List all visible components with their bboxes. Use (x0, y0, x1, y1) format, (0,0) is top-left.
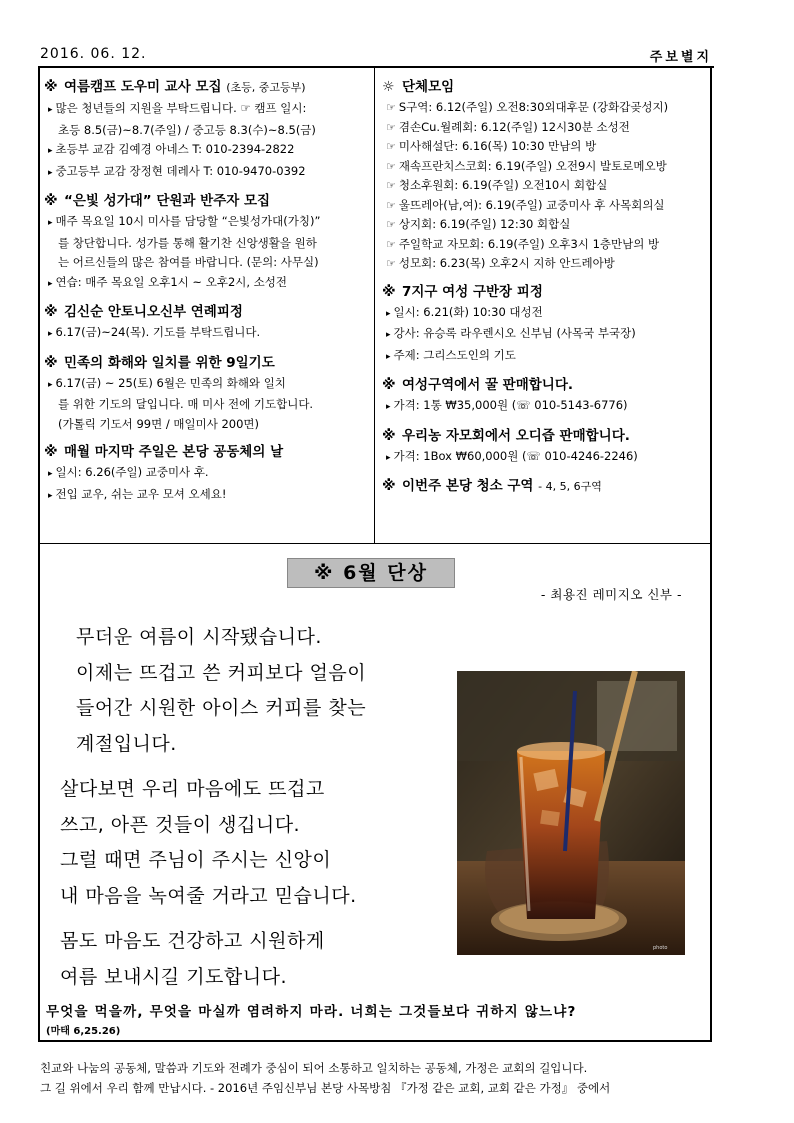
announcement-line: 는 어르신들의 많은 참여를 바랍니다. (문의: 사무실) (58, 255, 319, 269)
announcement-title: 매월 마지막 주일은 본당 공동체의 날 (64, 444, 284, 460)
announcement-line: ▸ 6.17(금) ~ 25(토) 6월은 민족의 화해와 일치 (48, 375, 286, 390)
pointing-hand-icon: ☞ (386, 218, 396, 231)
pointing-hand-icon: ☞ (386, 101, 396, 114)
group-meeting-item: ☞ 재속프란치스코회: 6.19(주일) 오전9시 발토로메오방 (386, 158, 667, 173)
announcement-title: “은빛 성가대” 단원과 반주자 모집 (64, 193, 271, 209)
announcement-line: ▸ 전입 교우, 쉬는 교우 모셔 오세요! (48, 486, 227, 501)
announcement-line: ▸ 중고등부 교감 장정현 데레사 T: 010-9470-0392 (48, 163, 306, 178)
group-meeting-item: ☞ S구역: 6.12(주일) 오전8:30외대후문 (강화갑곶성지) (386, 100, 669, 114)
bullet-arrow-icon: ▸ (386, 402, 391, 412)
bullet-arrow-icon: ▸ (48, 105, 53, 115)
group-meeting-item: ☞ 주일학교 자모회: 6.19(주일) 오후3시 1층만남의 방 (386, 236, 660, 251)
announcement-line: 를 위한 기도의 달입니다. 매 미사 전에 기도합니다. (58, 397, 314, 411)
announcement-line: 를 창단합니다. 성가를 통해 활기찬 신앙생활을 원하 (58, 235, 317, 250)
announcement-line: ▸ 강사: 유승록 라우렌시오 신부님 (사목국 부국장) (386, 326, 636, 340)
bullet-arrow-icon: ▸ (48, 218, 53, 228)
group-meeting-item: ☞ 청소후원회: 6.19(주일) 오전10시 회합실 (386, 178, 608, 192)
pointing-hand-icon: ☞ (386, 179, 396, 192)
pointing-hand-icon: ☞ (386, 237, 396, 251)
announcement-line: 초등 8.5(금)~8.7(주일) / 중고등 8.3(수)~8.5(금) (58, 122, 316, 137)
bullet-arrow-icon: ▸ (386, 330, 391, 340)
announcement-subtitle: (초등, 중고등부) (226, 81, 306, 94)
asterism-icon: ※ (44, 354, 58, 371)
announcement-mulberry-sale (382, 425, 712, 469)
bullet-arrow-icon: ▸ (48, 146, 53, 156)
announcement-line: ▸ 일시: 6.21(화) 10:30 대성전 (386, 304, 543, 319)
group-meetings (382, 76, 712, 274)
bullet-arrow-icon: ▸ (48, 490, 53, 501)
bulletin-date: 2016. 06. 12. (40, 46, 147, 62)
bullet-arrow-icon: ▸ (386, 452, 391, 463)
asterism-icon: ※ (382, 427, 396, 444)
group-meeting-item: ☞ 울뜨레아(남,여): 6.19(주일) 교중미사 후 사목회의실 (386, 197, 665, 212)
announcement-summer-camp (44, 76, 370, 183)
asterism-icon: ※ (44, 79, 58, 95)
announcement-novena (44, 352, 370, 435)
announcement-title: 김신순 안토니오신부 연례피정 (64, 304, 243, 320)
scripture-verse: 무엇을 먹을까, 무엇을 마실까 염려하지 마라. 너희는 그것들보다 귀하지 않느냐? (46, 1004, 577, 1020)
announcement-title: 우리농 자모회에서 오디즙 판매합니다. (402, 427, 630, 444)
asterism-icon: ※ (382, 377, 396, 393)
bullet-arrow-icon: ▸ (386, 351, 391, 362)
announcement-title: 7지구 여성 구반장 피정 (402, 283, 543, 300)
reflection-author: - 최용진 레미지오 신부 - (540, 587, 682, 602)
pointing-hand-icon: ☞ (386, 257, 396, 270)
pointing-hand-icon: ☞ (386, 120, 396, 134)
bullet-arrow-icon: ▸ (48, 329, 53, 339)
motto-line: 그 길 위에서 우리 함께 만납시다. - 2016년 주임신부님 본당 사목방침 『가정 같은 교회, 교회 같은 가정』 중에서 (40, 1081, 611, 1095)
announcement-line: ▸ 매주 목요일 10시 미사를 담당할 “은빛성가대(가칭)” (48, 214, 321, 228)
right-announcements (382, 76, 712, 505)
asterism-icon: ※ (44, 444, 58, 460)
left-announcements (44, 76, 370, 513)
announcement-line: ▸ 초등부 교감 김예경 아네스 T: 010-2394-2822 (48, 142, 295, 156)
reflection-title: ※ 6월 단상 (287, 558, 455, 588)
pointing-hand-icon: ☞ (386, 140, 396, 153)
asterism-icon: ※ (44, 304, 58, 320)
announcement-cleaning (382, 475, 712, 498)
bulletin-title: 주보별지 (649, 50, 712, 65)
group-meeting-item: ☞ 성모회: 6.23(목) 오후2시 지하 안드레아방 (386, 256, 615, 270)
announcement-line: ▸ 가격: 1통 ₩35,000원 (☏ 010-5143-6776) (386, 398, 628, 412)
bullet-arrow-icon: ▸ (48, 278, 53, 289)
group-meeting-item: ☞ 미사해설단: 6.16(목) 10:30 만남의 방 (386, 139, 597, 153)
cleaning-zones: - 4, 5, 6구역 (538, 480, 602, 493)
announcement-line: ▸ 연습: 매주 목요일 오후1시 ~ 오후2시, 소성전 (48, 274, 288, 289)
announcement-line: ▸ 일시: 6.26(주일) 교중미사 후. (48, 465, 209, 479)
section-divider (38, 543, 712, 544)
announcement-line: (가톨릭 기도서 99면 / 매일미사 200면) (58, 416, 260, 431)
reflection-line: 그럴 때면 주님이 주시는 신앙이 (60, 849, 332, 871)
pointing-hand-icon: ☞ (386, 159, 396, 173)
pastoral-motto (40, 1058, 720, 1098)
motto-line: 친교와 나눔의 공동체, 말씀과 기도와 전례가 중심이 되어 소통하고 일치하는 공동체, 가정은 교회의 길입니다. (40, 1061, 588, 1075)
reflection-line: 내 마음을 녹여줄 거라고 믿습니다. (60, 884, 357, 907)
bullet-arrow-icon: ▸ (386, 308, 391, 319)
announcement-silver-choir (44, 190, 370, 294)
bullet-arrow-icon: ▸ (48, 167, 53, 178)
announcement-title: 이번주 본당 청소 구역 (402, 478, 534, 494)
bullet-arrow-icon: ▸ (48, 469, 53, 479)
reflection-line: 몸도 마음도 건강하고 시원하게 (60, 930, 325, 952)
announcement-line: ▸ 6.17(금)~24(목). 기도를 부탁드립니다. (48, 325, 261, 339)
iced-coffee-photo (457, 671, 685, 955)
reflection-line: 이제는 뜨겁고 쓴 커피보다 얼음이 (76, 661, 367, 684)
reflection-line: 무더운 여름이 시작됐습니다. (76, 626, 322, 648)
bullet-arrow-icon: ▸ (48, 379, 53, 390)
pointing-hand-icon: ☞ (386, 198, 396, 212)
group-meeting-item: ☞ 겸손Cu.월례회: 6.12(주일) 12시30분 소성전 (386, 119, 630, 134)
announcement-retreat (44, 301, 370, 345)
scripture-reference: (마태 6,25.26) (46, 1026, 121, 1037)
column-divider (374, 68, 375, 544)
announcement-title: 여성구역에서 꿀 판매합니다. (402, 377, 574, 393)
announcement-line: ▸ 가격: 1Box ₩60,000원 (☏ 010-4246-2246) (386, 448, 638, 463)
announcement-line: ▸ 주제: 그리스도인의 기도 (386, 347, 516, 362)
announcement-title: 단체모임 (402, 79, 455, 95)
asterism-icon: ※ (382, 283, 396, 300)
reflection-line: 들어간 시원한 아이스 커피를 찾는 (76, 697, 367, 719)
asterism-icon: ※ (44, 193, 58, 209)
reflection-line: 쓰고, 아픈 것들이 생깁니다. (60, 813, 301, 836)
group-meeting-item: ☞ 상지회: 6.19(주일) 12:30 회합실 (386, 217, 571, 231)
announcement-community-day (44, 441, 370, 506)
announcement-title: 여름캠프 도우미 교사 모집 (64, 79, 222, 95)
reflection-line: 살다보면 우리 마음에도 뜨겁고 (60, 778, 325, 800)
svg-text:photo: photo (653, 945, 668, 951)
sun-icon: ☼ (382, 79, 395, 95)
announcement-district-retreat (382, 281, 712, 368)
reflection-body (60, 620, 366, 995)
announcement-line: ▸ 많은 청년들의 지원을 부탁드립니다. ☞ 캠프 일시: (48, 101, 307, 115)
announcement-honey-sale (382, 374, 712, 418)
reflection-line: 계절입니다. (76, 732, 177, 755)
asterism-icon: ※ (382, 478, 396, 494)
reflection-line: 여름 보내시길 기도합니다. (60, 965, 288, 988)
announcement-title: 민족의 화해와 일치를 위한 9일기도 (64, 354, 275, 371)
